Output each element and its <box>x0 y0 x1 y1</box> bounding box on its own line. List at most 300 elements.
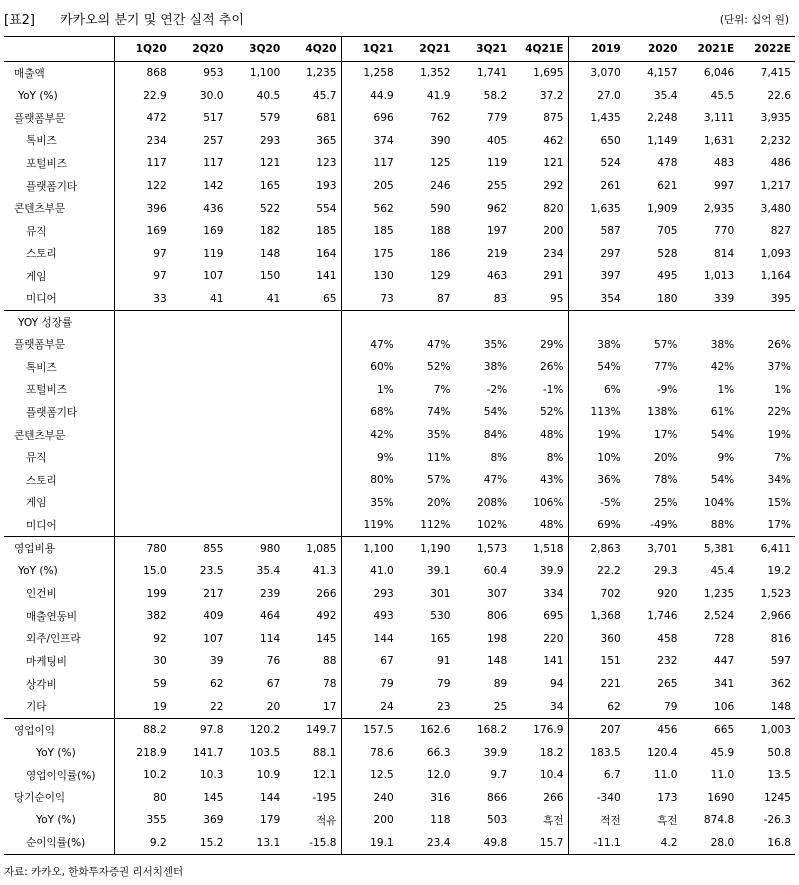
table-cell: 92 <box>114 628 171 651</box>
table-cell: 779 <box>487 112 508 125</box>
table-cell: 145 <box>203 791 224 804</box>
table-cell: 45.4 <box>710 565 735 578</box>
table-cell: 530 <box>430 610 451 623</box>
table-cell: 22.2 <box>568 560 625 583</box>
table-cell: 54% <box>710 429 735 442</box>
table-cell: -26.3 <box>763 814 791 827</box>
table-cell: 95 <box>550 292 564 305</box>
table-cell: 257 <box>203 134 224 147</box>
table-cell <box>228 491 285 514</box>
table-cell: 1,235 <box>703 587 735 600</box>
row-label: YoY (%) <box>18 565 58 578</box>
table-cell: -49% <box>650 519 678 532</box>
table-cell <box>284 514 341 537</box>
table-cell: 814 <box>714 247 735 260</box>
row-label: 플랫폼부문 <box>14 339 66 352</box>
table-cell: 997 <box>714 180 735 192</box>
table-cell: 9% <box>341 446 398 469</box>
table-cell: 119 <box>203 247 224 260</box>
table-cell: 220 <box>543 632 564 645</box>
table-cell: 35.4 <box>653 89 678 102</box>
row-label: 플랫폼부문 <box>14 112 66 125</box>
table-cell: 102% <box>476 519 508 532</box>
table-cell: 13.1 <box>228 832 285 855</box>
table-cell <box>625 311 682 334</box>
table-cell: 29.3 <box>653 565 678 578</box>
table-cell: 94 <box>550 678 564 691</box>
row-label: 영업비용 <box>4 537 114 560</box>
table-cell: 104% <box>703 496 735 509</box>
table-cell: -15.8 <box>284 832 341 855</box>
row-label: 콘텐츠부문 <box>14 203 66 216</box>
table-cell: 396 <box>114 197 171 220</box>
table-cell: 138% <box>647 406 678 419</box>
table-cell: 130 <box>341 265 398 288</box>
table-cell: 1,435 <box>568 107 625 130</box>
table-cell: 522 <box>260 202 281 215</box>
table-cell: 22.9 <box>114 85 171 108</box>
table-cell: 369 <box>203 814 224 827</box>
row-label: 게임 <box>26 270 47 283</box>
table-cell: 355 <box>114 809 171 832</box>
table-cell: 12.0 <box>426 769 451 782</box>
table-cell: 44.9 <box>341 85 398 108</box>
table-row <box>4 265 795 288</box>
table-cell: 13.5 <box>767 769 791 782</box>
table-cell: -340 <box>568 787 625 810</box>
table-cell <box>228 311 285 334</box>
table-cell: 29% <box>539 338 564 351</box>
table-cell: 52% <box>426 361 451 374</box>
table-cell: 89 <box>493 678 508 691</box>
table-cell: 33 <box>114 287 171 310</box>
table-cell: 121 <box>543 157 564 170</box>
table-cell: 168.2 <box>455 718 512 741</box>
row-label: 포털비즈 <box>26 384 67 397</box>
table-cell: 770 <box>714 225 735 238</box>
table-cell: 78 <box>323 678 337 691</box>
table-cell: 37.2 <box>539 89 564 102</box>
table-cell: 88% <box>710 519 735 532</box>
table-cell: 16.8 <box>738 832 795 855</box>
table-cell: 1% <box>774 383 791 396</box>
table-cell: 91 <box>437 655 451 668</box>
table-cell: 8% <box>490 451 508 464</box>
table-cell: 554 <box>316 202 337 215</box>
table-cell: 적유 <box>316 814 337 827</box>
table-cell: 54% <box>568 356 625 379</box>
table-cell: 88.2 <box>114 718 171 741</box>
table-cell: 186 <box>430 247 451 260</box>
table-cell: 165 <box>430 632 451 645</box>
table-cell: 341 <box>714 678 735 691</box>
table-cell: 255 <box>487 180 508 192</box>
table-cell: 62 <box>210 678 224 691</box>
table-cell: 219 <box>487 247 508 260</box>
table-cell: 292 <box>543 180 564 192</box>
table-cell: 36% <box>568 469 625 492</box>
table-row <box>4 424 795 447</box>
table-cell: 334 <box>543 587 564 600</box>
table-cell: 301 <box>430 587 451 600</box>
table-cell: 200 <box>341 809 398 832</box>
column-header: 4Q20 <box>284 37 341 62</box>
table-cell: 827 <box>770 225 791 238</box>
row-label: 인건비 <box>26 588 57 601</box>
table-cell: 48% <box>539 519 564 532</box>
table-cell: 3,935 <box>760 112 791 125</box>
table-cell: 1,352 <box>420 67 451 80</box>
table-cell: 125 <box>430 157 451 170</box>
table-cell: 3,480 <box>760 202 791 215</box>
table-cell <box>284 491 341 514</box>
table-cell: 157.5 <box>341 718 398 741</box>
table-cell: 1,518 <box>511 537 568 560</box>
table-cell: 106 <box>714 700 735 713</box>
table-cell: 597 <box>770 655 791 668</box>
table-cell: 464 <box>260 610 281 623</box>
table-cell: 695 <box>543 610 564 623</box>
table-cell: 232 <box>657 655 678 668</box>
table-cell <box>114 446 171 469</box>
table-title: 카카오의 분기 및 연간 실적 추이 <box>60 13 244 28</box>
table-cell: 123 <box>316 157 337 170</box>
table-cell: 1,100 <box>249 67 281 80</box>
table-cell: 47% <box>483 474 508 487</box>
row-label: 마케팅비 <box>26 655 67 668</box>
table-cell: 121 <box>260 157 281 170</box>
table-cell: 1,368 <box>568 605 625 628</box>
table-cell: 117 <box>203 157 224 170</box>
table-cell: 43% <box>539 474 564 487</box>
table-cell: 76 <box>266 655 281 668</box>
table-cell: 2,966 <box>760 610 791 623</box>
table-cell: 162.6 <box>398 718 455 741</box>
table-cell: 486 <box>770 157 791 170</box>
table-cell: 185 <box>316 225 337 238</box>
table-cell: 41.3 <box>312 565 337 578</box>
table-cell <box>171 514 228 537</box>
table-cell: 590 <box>430 202 451 215</box>
table-cell: 193 <box>316 180 337 192</box>
table-row <box>4 469 795 492</box>
table-cell: 2,232 <box>760 134 791 147</box>
table-cell: 84% <box>483 429 508 442</box>
table-cell <box>284 379 341 402</box>
table-cell <box>398 311 455 334</box>
table-cell: 40.5 <box>256 89 281 102</box>
table-cell: 234 <box>114 130 171 153</box>
table-cell: 25 <box>493 700 508 713</box>
table-cell: 5,381 <box>682 537 739 560</box>
row-label: 영업이익 <box>4 718 114 741</box>
table-row <box>4 583 795 606</box>
table-cell <box>171 469 228 492</box>
table-cell: 261 <box>568 175 625 198</box>
table-row <box>4 718 795 741</box>
table-cell: 175 <box>341 242 398 265</box>
table-row <box>4 537 795 560</box>
earnings-table <box>4 36 795 855</box>
table-cell <box>284 356 341 379</box>
table-cell: 103.5 <box>249 746 281 759</box>
row-label: YoY (%) <box>36 746 76 759</box>
table-cell <box>284 311 341 334</box>
table-cell: 1,190 <box>398 537 455 560</box>
table-cell: 30.0 <box>199 89 224 102</box>
table-row <box>4 560 795 583</box>
table-cell: 6,046 <box>703 67 735 80</box>
table-cell: 11% <box>426 451 451 464</box>
source-note: 자료: 카카오, 한화투자증권 리서치센터 <box>4 866 184 878</box>
table-cell: 41 <box>266 292 281 305</box>
table-cell: 365 <box>316 134 337 147</box>
table-cell: 19.2 <box>767 565 791 578</box>
table-cell: 87 <box>437 292 451 305</box>
table-cell: 67 <box>266 678 281 691</box>
table-cell <box>682 311 739 334</box>
row-label: 뮤직 <box>26 225 47 238</box>
table-cell <box>171 379 228 402</box>
table-row <box>4 62 795 85</box>
table-cell <box>284 424 341 447</box>
row-label: 게임 <box>26 497 47 510</box>
table-cell: 88.1 <box>312 746 337 759</box>
table-cell: 112% <box>420 519 451 532</box>
table-cell: 1,695 <box>533 67 564 80</box>
table-cell: 173 <box>657 791 678 804</box>
row-label: 플랫폼기타 <box>26 406 78 419</box>
table-row <box>4 356 795 379</box>
row-label: 영업이익률(%) <box>26 769 96 782</box>
column-header: 3Q20 <box>228 37 285 62</box>
table-row <box>4 809 795 832</box>
table-cell: 79 <box>437 678 451 691</box>
table-cell: 42% <box>341 424 398 447</box>
table-cell: 458 <box>657 632 678 645</box>
table-cell <box>114 491 171 514</box>
table-cell: 816 <box>770 632 791 645</box>
table-cell: 60.4 <box>483 565 508 578</box>
table-cell: 9% <box>717 451 735 464</box>
table-cell: 17% <box>767 519 791 532</box>
table-row <box>4 741 795 764</box>
table-cell: 239 <box>260 587 281 600</box>
column-header: 1Q21 <box>341 37 398 62</box>
table-cell: 316 <box>430 791 451 804</box>
table-cell: 866 <box>487 791 508 804</box>
table-cell <box>455 311 512 334</box>
table-cell: 23.4 <box>398 832 455 855</box>
column-header: 4Q21E <box>511 37 568 62</box>
table-cell: 11.0 <box>710 769 735 782</box>
table-cell: 164 <box>316 247 337 260</box>
table-cell: 10% <box>568 446 625 469</box>
table-cell: 18.2 <box>539 746 564 759</box>
table-cell: 15% <box>767 496 791 509</box>
row-label: 미디어 <box>26 519 57 532</box>
table-cell: 62 <box>568 695 625 718</box>
column-header: 3Q21 <box>455 37 512 62</box>
table-cell <box>228 469 285 492</box>
table-cell <box>284 469 341 492</box>
table-cell: 1,217 <box>760 180 791 192</box>
header-row <box>4 37 795 62</box>
table-cell: 1,003 <box>738 718 795 741</box>
table-cell: 25% <box>653 496 678 509</box>
column-header: 2022E <box>738 37 795 62</box>
table-cell: 38% <box>710 338 735 351</box>
table-cell: -11.1 <box>568 832 625 855</box>
table-cell: 1,235 <box>306 67 337 80</box>
table-cell: 57% <box>426 474 451 487</box>
table-cell: 1% <box>341 379 398 402</box>
table-cell <box>114 379 171 402</box>
row-label: 톡비즈 <box>26 361 57 374</box>
table-cell: 221 <box>568 673 625 696</box>
table-cell: 141 <box>316 270 337 283</box>
table-cell: 41.9 <box>426 89 451 102</box>
column-header: 2020 <box>625 37 682 62</box>
table-cell: 409 <box>203 610 224 623</box>
table-cell: 185 <box>341 220 398 243</box>
table-row <box>4 152 795 175</box>
row-label: 포털비즈 <box>26 157 67 170</box>
table-cell: 흑전 <box>657 814 678 827</box>
table-cell: 23 <box>437 700 451 713</box>
table-cell: 198 <box>487 632 508 645</box>
table-cell: 562 <box>341 197 398 220</box>
table-cell: 15.7 <box>511 832 568 855</box>
column-header: 2021E <box>682 37 739 62</box>
table-cell: 9.2 <box>114 832 171 855</box>
row-label: 플랫폼기타 <box>26 180 78 193</box>
table-cell: 1% <box>717 383 735 396</box>
table-cell: 265 <box>657 678 678 691</box>
table-cell: 360 <box>568 628 625 651</box>
row-label: 매출연동비 <box>26 610 78 623</box>
table-title-bar <box>0 0 799 36</box>
table-row <box>4 242 795 265</box>
table-cell: 34% <box>767 474 791 487</box>
table-cell: 적전 <box>568 809 625 832</box>
table-cell: 119 <box>487 157 508 170</box>
table-cell: 45.7 <box>312 89 337 102</box>
table-cell: 27.0 <box>568 85 625 108</box>
column-header: 2Q20 <box>171 37 228 62</box>
table-cell: 183.5 <box>568 741 625 764</box>
table-cell: 762 <box>430 112 451 125</box>
table-cell: 148 <box>770 700 791 713</box>
table-cell: 20% <box>653 451 678 464</box>
table-cell: 77% <box>653 361 678 374</box>
table-row <box>4 197 795 220</box>
table-cell: 120.2 <box>228 718 285 741</box>
table-cell: 74% <box>426 406 451 419</box>
table-cell: 696 <box>341 107 398 130</box>
table-cell: 962 <box>487 202 508 215</box>
table-cell: 266 <box>543 791 564 804</box>
table-cell: 1,164 <box>760 270 791 283</box>
table-cell: -1% <box>542 383 564 396</box>
table-cell: 3,070 <box>568 62 625 85</box>
table-cell: 1,100 <box>341 537 398 560</box>
table-cell: 79 <box>341 673 398 696</box>
table-cell: 120.4 <box>647 746 678 759</box>
table-row <box>4 650 795 673</box>
table-row <box>4 401 795 424</box>
table-cell <box>228 379 285 402</box>
table-cell: 297 <box>568 242 625 265</box>
table-cell: 820 <box>543 202 564 215</box>
table-cell: 97 <box>114 242 171 265</box>
table-cell: 65 <box>323 292 337 305</box>
table-cell: 362 <box>770 678 791 691</box>
table-cell: 42% <box>710 361 735 374</box>
table-cell: 107 <box>203 270 224 283</box>
row-label: 매출액 <box>14 67 45 80</box>
header-label-cell <box>4 37 114 62</box>
table-cell: 702 <box>568 583 625 606</box>
table-cell <box>341 311 398 334</box>
table-cell: 22.6 <box>767 89 791 102</box>
table-cell: 151 <box>568 650 625 673</box>
table-cell: 80 <box>114 787 171 810</box>
table-cell: 106% <box>533 496 564 509</box>
table-cell: 806 <box>487 610 508 623</box>
table-cell: 390 <box>430 134 451 147</box>
table-row <box>4 175 795 198</box>
table-cell: 524 <box>568 152 625 175</box>
column-header: 2019 <box>568 37 625 62</box>
table-cell <box>284 401 341 424</box>
row-label: YoY (%) <box>18 89 58 102</box>
table-cell: 8% <box>546 451 564 464</box>
table-cell: 1,746 <box>647 610 678 623</box>
table-cell: 58.2 <box>483 89 508 102</box>
table-cell: 207 <box>568 718 625 741</box>
table-cell: 462 <box>543 134 564 147</box>
table-cell: 17% <box>653 429 678 442</box>
table-cell: 307 <box>487 587 508 600</box>
row-label: 외주/인프라 <box>26 633 81 646</box>
table-cell: 66.3 <box>426 746 451 759</box>
table-cell: 9.7 <box>490 769 508 782</box>
table-cell: 39.9 <box>483 746 508 759</box>
table-cell: 45.5 <box>710 89 735 102</box>
table-cell: 1,741 <box>476 67 508 80</box>
column-header: 2Q21 <box>398 37 455 62</box>
table-cell: 20 <box>266 700 281 713</box>
table-cell: 22 <box>210 700 224 713</box>
table-cell: 2,935 <box>703 202 735 215</box>
table-cell: 1,523 <box>760 587 791 600</box>
table-cell: 12.1 <box>312 769 337 782</box>
table-row <box>4 220 795 243</box>
table-cell: 150 <box>260 270 281 283</box>
table-cell: 492 <box>316 610 337 623</box>
table-row <box>4 379 795 402</box>
table-cell <box>171 424 228 447</box>
table-cell: 395 <box>770 292 791 305</box>
table-cell: 148 <box>260 247 281 260</box>
table-cell: 875 <box>543 112 564 125</box>
table-cell: 24 <box>341 695 398 718</box>
table-cell: 169 <box>114 220 171 243</box>
table-cell: -195 <box>312 791 337 804</box>
table-cell: 17 <box>323 700 337 713</box>
table-row <box>4 287 795 310</box>
